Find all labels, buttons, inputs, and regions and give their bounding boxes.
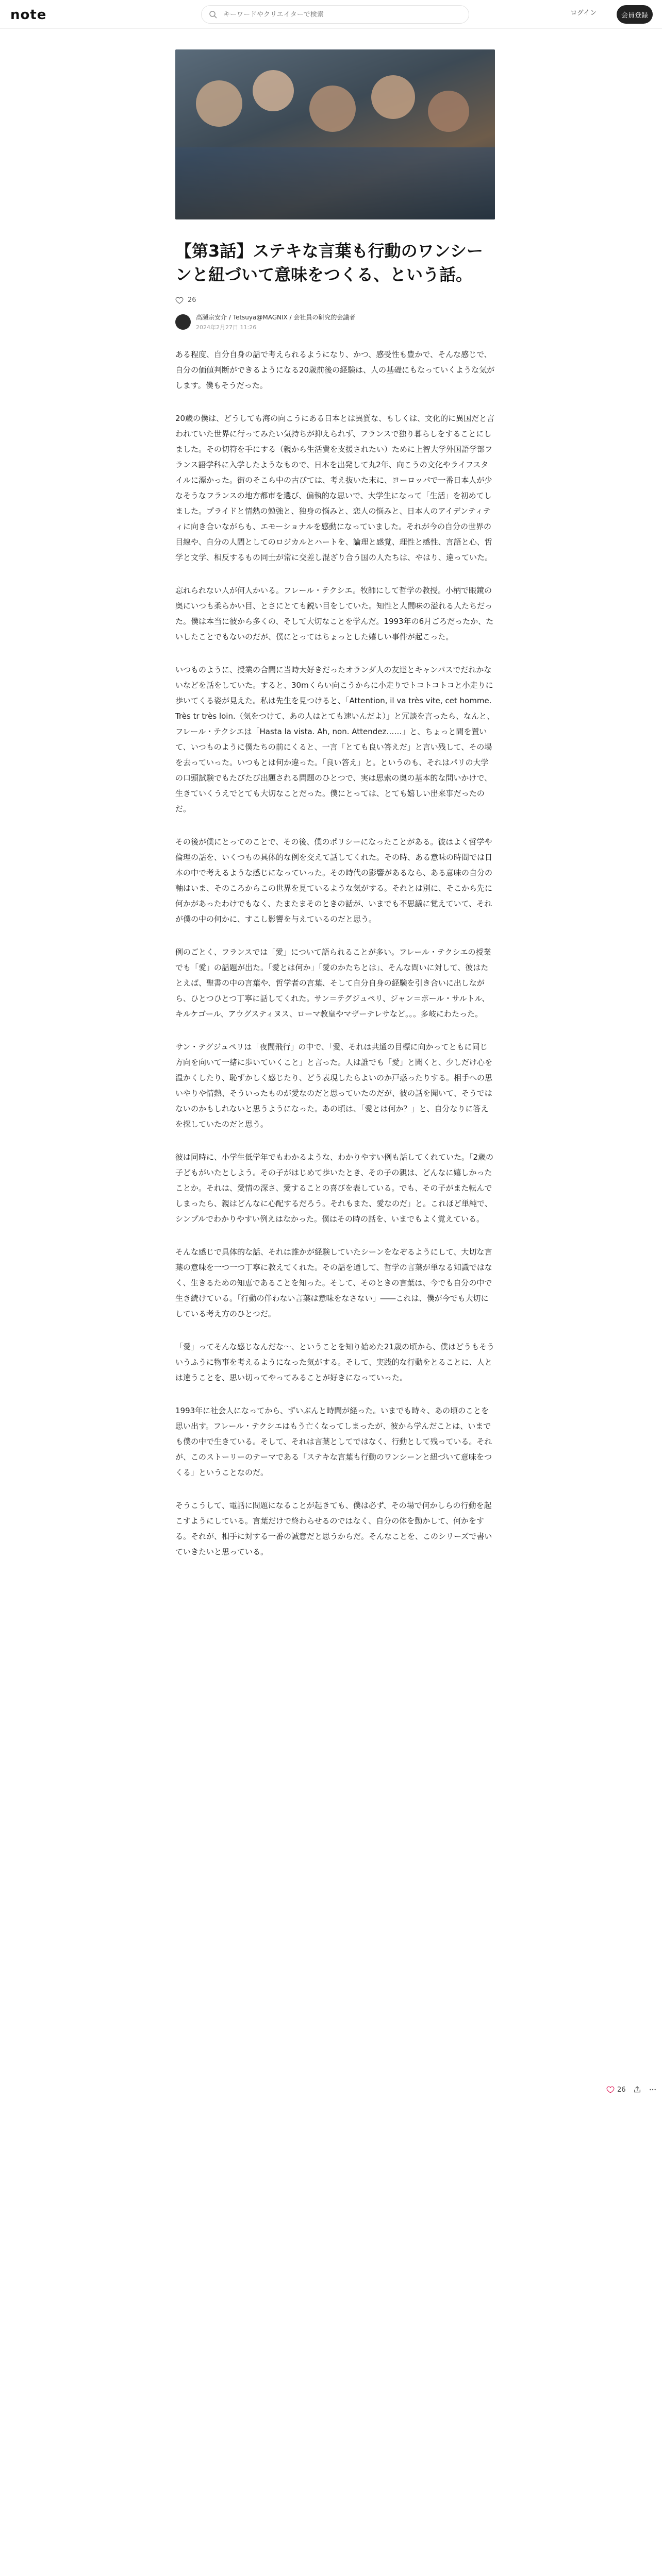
paragraph: サン・テグジュペリは「夜間飛行」の中で、「愛、それは共通の目標に向かってともに同じ方向を向いて一緒に歩いていくこと」と言った。人は誰でも「愛」と聞くと、少しだけ心を温かくしたり、恥ずかしく感じたり、どう表現したらよいのか戸惑ったりする。相手への思いやりや情熱、そういったものが愛なのだと思っていたのだが、彼の話を聞いて、そうではないのかもしれないと思うようになった。あの頃は、「愛とは何か？」と、自分なりに答えを探していたのだと思う。 — [175, 1042, 493, 1129]
floating-actions — [606, 2086, 657, 2094]
share-icon[interactable] — [633, 2086, 641, 2094]
more-icon[interactable] — [649, 2086, 657, 2094]
paragraph: 1993年に社会人になってから、ずいぶんと時間が経った。いまでも時々、あの頃のことを思い出す。フレール・テクシエはもう亡くなってしまったが、彼から学んだことは、いまでも僕の中で生きている。そして、それは言葉としてではなく、行動として残っている。それが、このストーリーのテーマである「ステキな言葉も行動のワンシーンと紐づいて意味をつくる」ということなのだ。 — [175, 1405, 492, 1477]
paragraph: その後が僕にとってのことで、その後、僕のポリシーになったことがある。彼はよく哲学や倫理の話を、いくつもの具体的な例を交えて話してくれた。その時、ある意味の時間では日本の中で考えるような感じになっていった。その時代の影響があるなら、ある意味の自分の軸はいま、そのころからこの世界を見ているような気がする。それとは別に、そこから先に何かがあったわけでもなく、たまたまそのときの話が、いまでも不思議に覚えていて、それが僕の中の何かに、すこし影響を与えているのだと思う。 — [175, 837, 493, 924]
login-link[interactable]: ログイン — [570, 9, 597, 17]
floating-like[interactable] — [606, 2086, 626, 2094]
floating-like-count: 26 — [617, 2086, 626, 2094]
heart-icon[interactable] — [175, 296, 184, 304]
paragraph: 「愛」ってそんな感じなんだな〜、ということを知り始めた21歳の頃から、僕はどうもそういうふうに物事を考えるようになった気がする。そして、実践的な行動をとることに、人とは違うことを、思い切ってやってみることが好きになっていった。 — [175, 1342, 495, 1382]
paragraph: 忘れられない人が何人かいる。フレール・テクシエ。牧師にして哲学の教授。小柄で眼鏡の奥にいつも柔らかい目、とさにとても鋭い目をしていた。知性と人間味の溢れる人たちだった。僕は本当に彼から多くの、そして大切なことを学んだ。1993年の6月ごろだったか、たいしたことでもないのだが、僕にとってはちょっとした嬉しい事件が起こった。 — [175, 585, 494, 641]
search-input[interactable] — [222, 10, 441, 19]
paragraph: いつものように、授業の合間に当時大好きだったオランダ人の友達とキャンパスでだれかないなどを話をしていた。すると、30mくらい向こうからに小走りでトコトコトコと小走りに歩いてくる姿が見えた。私は先生を見つけると、「Attention, il va très vite, cet homme. Très tr très loin.（気をつけて、あの人はとても速いんだよ）」と冗談を言ったら、なんと、フレール・テクシエは「Hasta la vista. Ah, non. Attendez……」と、ちょっと間を置いて、いつものように僕たちの前にくると、一言「とても良い答えだ」と言い残して、その場を去っていった。いつもとは何か違った。「良い答え」と。というのも、それはパリの大学の口頭試験でもたびたび出題される問題のひとつで、実は思索の奥の基本的な問いかけで、生きていくうえでとても大切なことだった。僕にとっては、とても嬉しい出来事だったのだ。 — [175, 665, 494, 814]
article — [175, 49, 495, 1577]
paragraph: 例のごとく、フランスでは「愛」について語られることが多い。フレール・テクシエの授業でも「愛」の話題が出た。「愛とは何か」「愛のかたちとは」、そんな問いに対して、彼はたとえば、聖書の中の言葉や、哲学者の言葉、そして自分自身の経験を引き合いに出しながら、ひとつひとつ丁寧に話してくれた。サン＝テグジュペリ、ジャン＝ポール・サルトル、キルケゴール、アウグスティヌス、ローマ教皇やマザーテレサなど。。。多岐にわたった。 — [175, 947, 491, 1019]
heart-icon[interactable] — [606, 2086, 615, 2094]
author-name[interactable]: 高瀬宗安介 / Tetsuya@MAGNIX / 会社員の研究的会議者 — [196, 313, 356, 321]
search-bar[interactable] — [201, 5, 469, 24]
like-row — [175, 296, 495, 304]
avatar[interactable] — [175, 314, 191, 330]
search-icon — [209, 10, 217, 19]
publish-date: 2024年2月27日 11:26 — [196, 324, 257, 331]
hero-image — [175, 49, 495, 219]
note-logo[interactable]: note — [10, 7, 47, 23]
paragraph: ある程度、自分自身の話で考えられるようになり、かつ、感受性も豊かで、そんな感じで、自分の価値判断ができるようになる20歳前後の経験は、人の基礎にもなっていくような気がします。僕もそうだった。 — [175, 349, 495, 390]
signup-button[interactable]: 会員登録 — [617, 5, 653, 24]
top-header — [0, 0, 662, 29]
paragraph: そんな感じで具体的な話、それは誰かが経験していたシーンをなぞるようにして、大切な言葉の意味を一つ一つ丁寧に教えてくれた。その話を通して、哲学の言葉が単なる知識ではなく、生きるための知恵であることを知った。そして、そのときの言葉は、今でも自分の中で生き続けている。「行動の伴わない言葉は意味をなさない」――これは、僕が今でも大切にしている考え方のひとつだ。 — [175, 1247, 492, 1318]
author-block[interactable] — [175, 313, 495, 331]
article-body — [175, 347, 495, 1560]
paragraph: 彼は同時に、小学生低学年でもわかるような、わかりやすい例も話してくれていた。「2歳の子どもがいたとしよう。その子がはじめて歩いたとき、その子の親は、どんなに嬉しかったことか。それは、愛情の深さ、愛することの喜びを表している。でも、その子がまた転んでしまったら、親はどんなに心配するだろう。それもまた、愛なのだ」と。これほど単純で、シンプルでわかりやすい例えはなかった。僕はその時の話を、いまでもよく覚えている。 — [175, 1152, 494, 1224]
paragraph: そうこうして、電話に問題になることが起きても、僕は必ず、その場で何かしらの行動を起こすようにしている。言葉だけで終わらせるのではなく、自分の体を動かして、何かをする。それが、相手に対する一番の誠意だと思うからだ。そんなことを、このシリーズで書いていきたいと思っている。 — [175, 1500, 492, 1556]
like-count: 26 — [188, 296, 196, 304]
article-title: 【第3話】ステキな言葉も行動のワンシーンと紐づいて意味をつくる、という話。 — [175, 241, 483, 285]
paragraph: 20歳の僕は、どうしても海の向こうにある日本とは異質な、もしくは、文化的に異国だと言われていた世界に行ってみたい気持ちが抑えられず、フランスで独り暮らしをすることにしました。その切符を手にする（親から生活費を支援されたい）ために上智大学外国語学部フランス語学科に入学したようなもので、日本を出発して丸2年、向こうの文化やライフスタイルに漂かった。街のそこら中の古びては、考え抜いた末に、ヨーロッパで一番日本人が少なそうなフランスの地方都市を選び、偏執的な思いで、大学生になって「生活」を初めてしました。プライドと情熱の勉強と、独身の悩みと、恋人の悩みと、日本人のアイデンティティに向き合いながらも、エモーショナルを感動になっていました。それが今の自分の世界の目線や、自分の人間としてのロジカルとハートを、論理と感覚、理性と感性、言語と心、哲学と文学、相反するもの同士が常に交差し混ざり合う国の人たちは、やはり、違っていた。 — [175, 413, 495, 562]
